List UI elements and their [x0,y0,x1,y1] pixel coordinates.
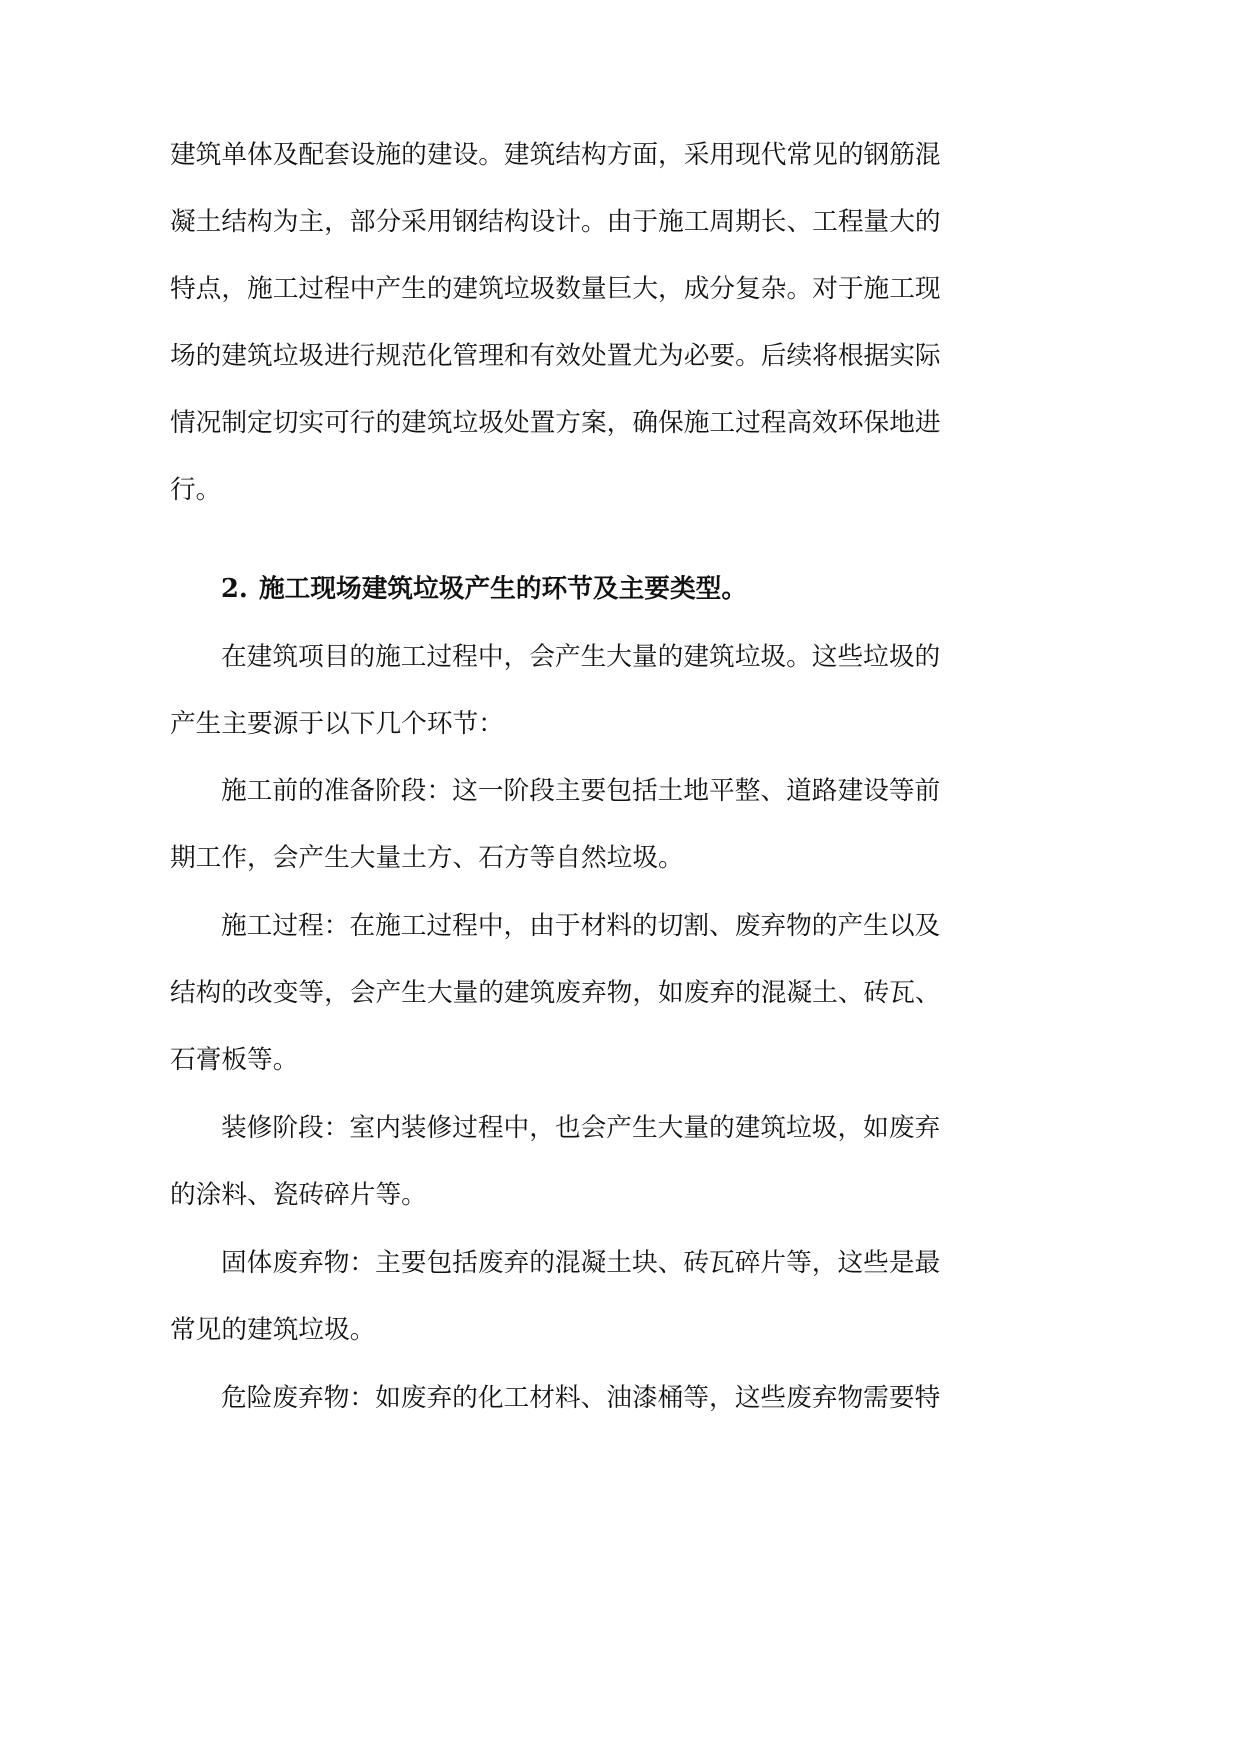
section-number: 2. [221,574,248,604]
paragraph-line: 装修阶段：室内装修过程中，也会产生大量的建筑垃圾，如废弃 [221,1113,941,1143]
paragraph-line: 常见的建筑垃圾。 [170,1315,376,1345]
section-title: 施工现场建筑垃圾产生的环节及主要类型。 [259,574,748,604]
paragraph-line: 情况制定切实可行的建筑垃圾处置方案，确保施工过程高效环保地进 [170,408,941,438]
paragraph-line: 场的建筑垃圾进行规范化管理和有效处置尤为必要。后续将根据实际 [170,341,941,371]
paragraph-line: 行。 [170,475,222,505]
paragraph-line: 结构的改变等，会产生大量的建筑废弃物，如废弃的混凝土、砖瓦、 [170,978,941,1008]
paragraph-line: 在建筑项目的施工过程中，会产生大量的建筑垃圾。这些垃圾的 [221,642,941,672]
paragraph-line: 产生主要源于以下几个环节： [170,709,504,739]
paragraph-line: 的涂料、瓷砖碎片等。 [170,1180,427,1210]
section-heading [221,569,747,609]
paragraph-line: 建筑单体及配套设施的建设。建筑结构方面，采用现代常见的钢筋混 [170,140,941,170]
paragraph-line: 特点，施工过程中产生的建筑垃圾数量巨大，成分复杂。对于施工现 [170,274,941,304]
paragraph-line: 固体废弃物：主要包括废弃的混凝土块、砖瓦碎片等，这些是最 [221,1248,941,1278]
paragraph-line: 凝土结构为主，部分采用钢结构设计。由于施工周期长、工程量大的 [170,207,941,237]
paragraph-line: 施工前的准备阶段：这一阶段主要包括土地平整、道路建设等前 [221,776,941,806]
paragraph-line: 石膏板等。 [170,1045,299,1075]
paragraph-line: 施工过程：在施工过程中，由于材料的切割、废弃物的产生以及 [221,911,941,941]
paragraph-line: 期工作，会产生大量土方、石方等自然垃圾。 [170,843,684,873]
paragraph-line: 危险废弃物：如废弃的化工材料、油漆桶等，这些废弃物需要特 [221,1383,941,1413]
